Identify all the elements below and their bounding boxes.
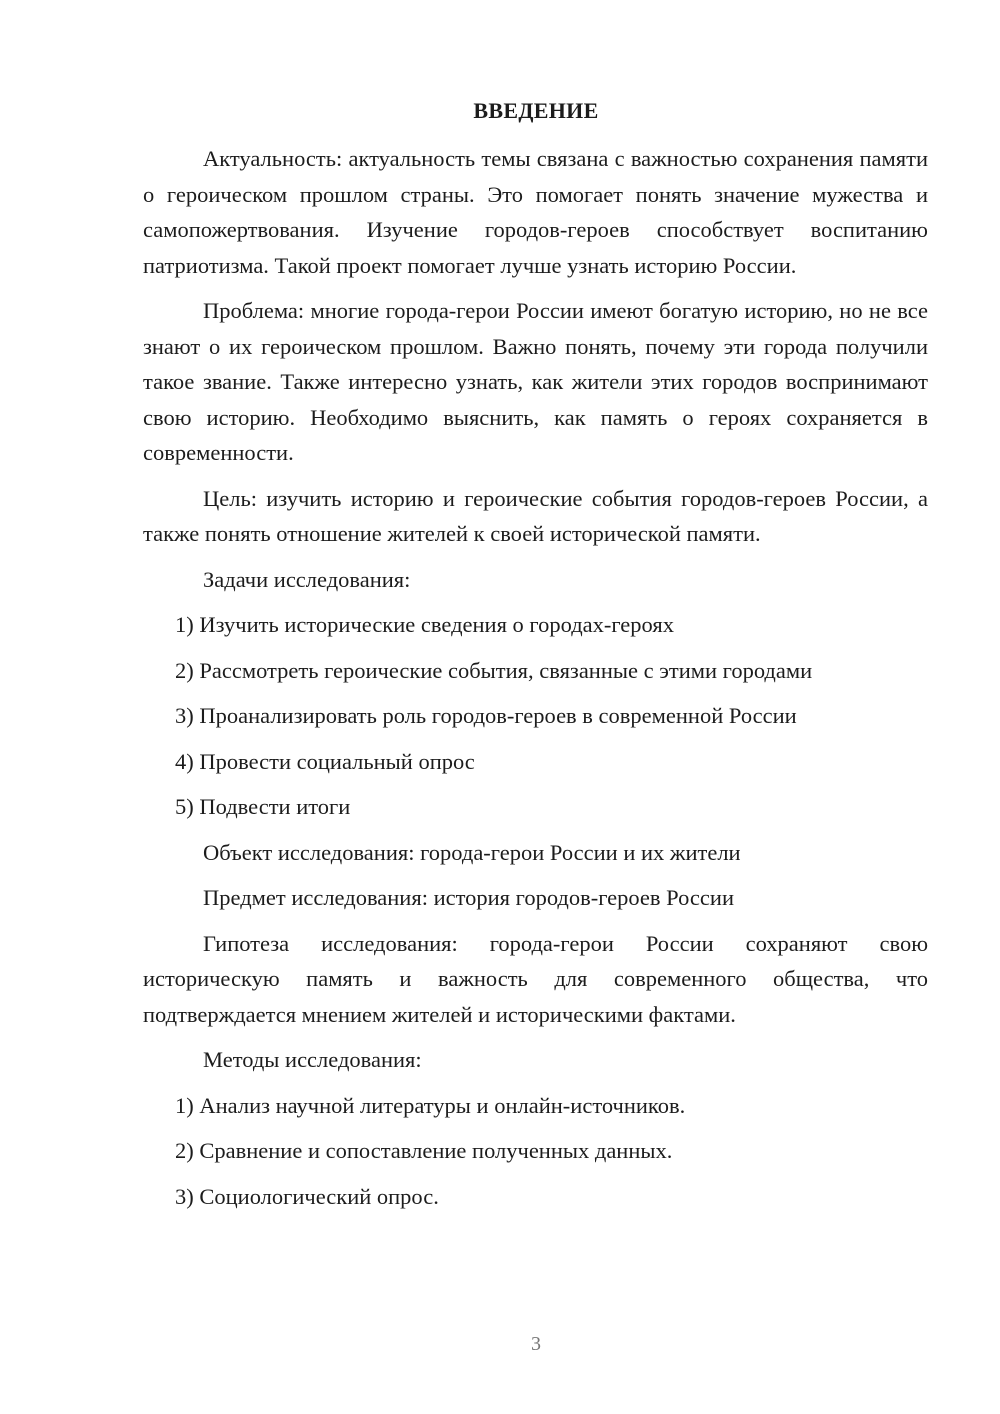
method-item: 1) Анализ научной литературы и онлайн-источников. bbox=[175, 1092, 686, 1118]
methods-label: Методы исследования: bbox=[203, 1047, 422, 1072]
object-line: Объект исследования: города-герои России и их жители bbox=[203, 839, 741, 865]
problem-paragraph: Проблема: многие города-герои России имеют богатую историю, но не все знают о их героическом прошлом. Важно понять, почему эти города получили такое звание. Также интересно узнать, как жители этих городов воспринимают свою историю. Необходимо выяснить, как память о героях сохраняется в современности. bbox=[143, 298, 928, 465]
hypothesis-paragraph: Гипотеза исследования: города-герои России сохраняют свою историческую память и важность для современного общества, что подтверждается мнением жителей и историческими фактами. bbox=[143, 930, 928, 1027]
method-item: 2) Сравнение и сопоставление полученных данных. bbox=[175, 1138, 673, 1163]
task-item: 2) Рассмотреть героические события, связанные с этими городами bbox=[175, 657, 813, 683]
goal-paragraph: Цель: изучить историю и героические события городов-героев России, а также понять отношение жителей к своей исторической памяти. bbox=[143, 485, 928, 546]
task-item: 3) Проанализировать роль городов-героев в современной России bbox=[175, 703, 797, 728]
tasks-label: Задачи исследования: bbox=[203, 566, 411, 592]
relevance-paragraph: Актуальность: актуальность темы связана с важностью сохранения памяти о героическом прошлом страны. Это помогает понять значение мужества и самопожертвования. Изучение городов-героев способствует воспитанию патриотизма. Такой проект помогает лучше узнать историю России. bbox=[143, 146, 928, 278]
page-title: ВВЕДЕНИЕ bbox=[473, 98, 599, 123]
subject-line: Предмет исследования: история городов-героев России bbox=[203, 885, 734, 910]
method-item: 3) Социологический опрос. bbox=[175, 1183, 439, 1209]
task-item: 1) Изучить исторические сведения о городах-героях bbox=[175, 612, 674, 637]
page-number: 3 bbox=[531, 1333, 541, 1355]
document-body bbox=[143, 141, 928, 1224]
task-item: 5) Подвести итоги bbox=[175, 794, 351, 819]
task-item: 4) Провести социальный опрос bbox=[175, 748, 475, 774]
